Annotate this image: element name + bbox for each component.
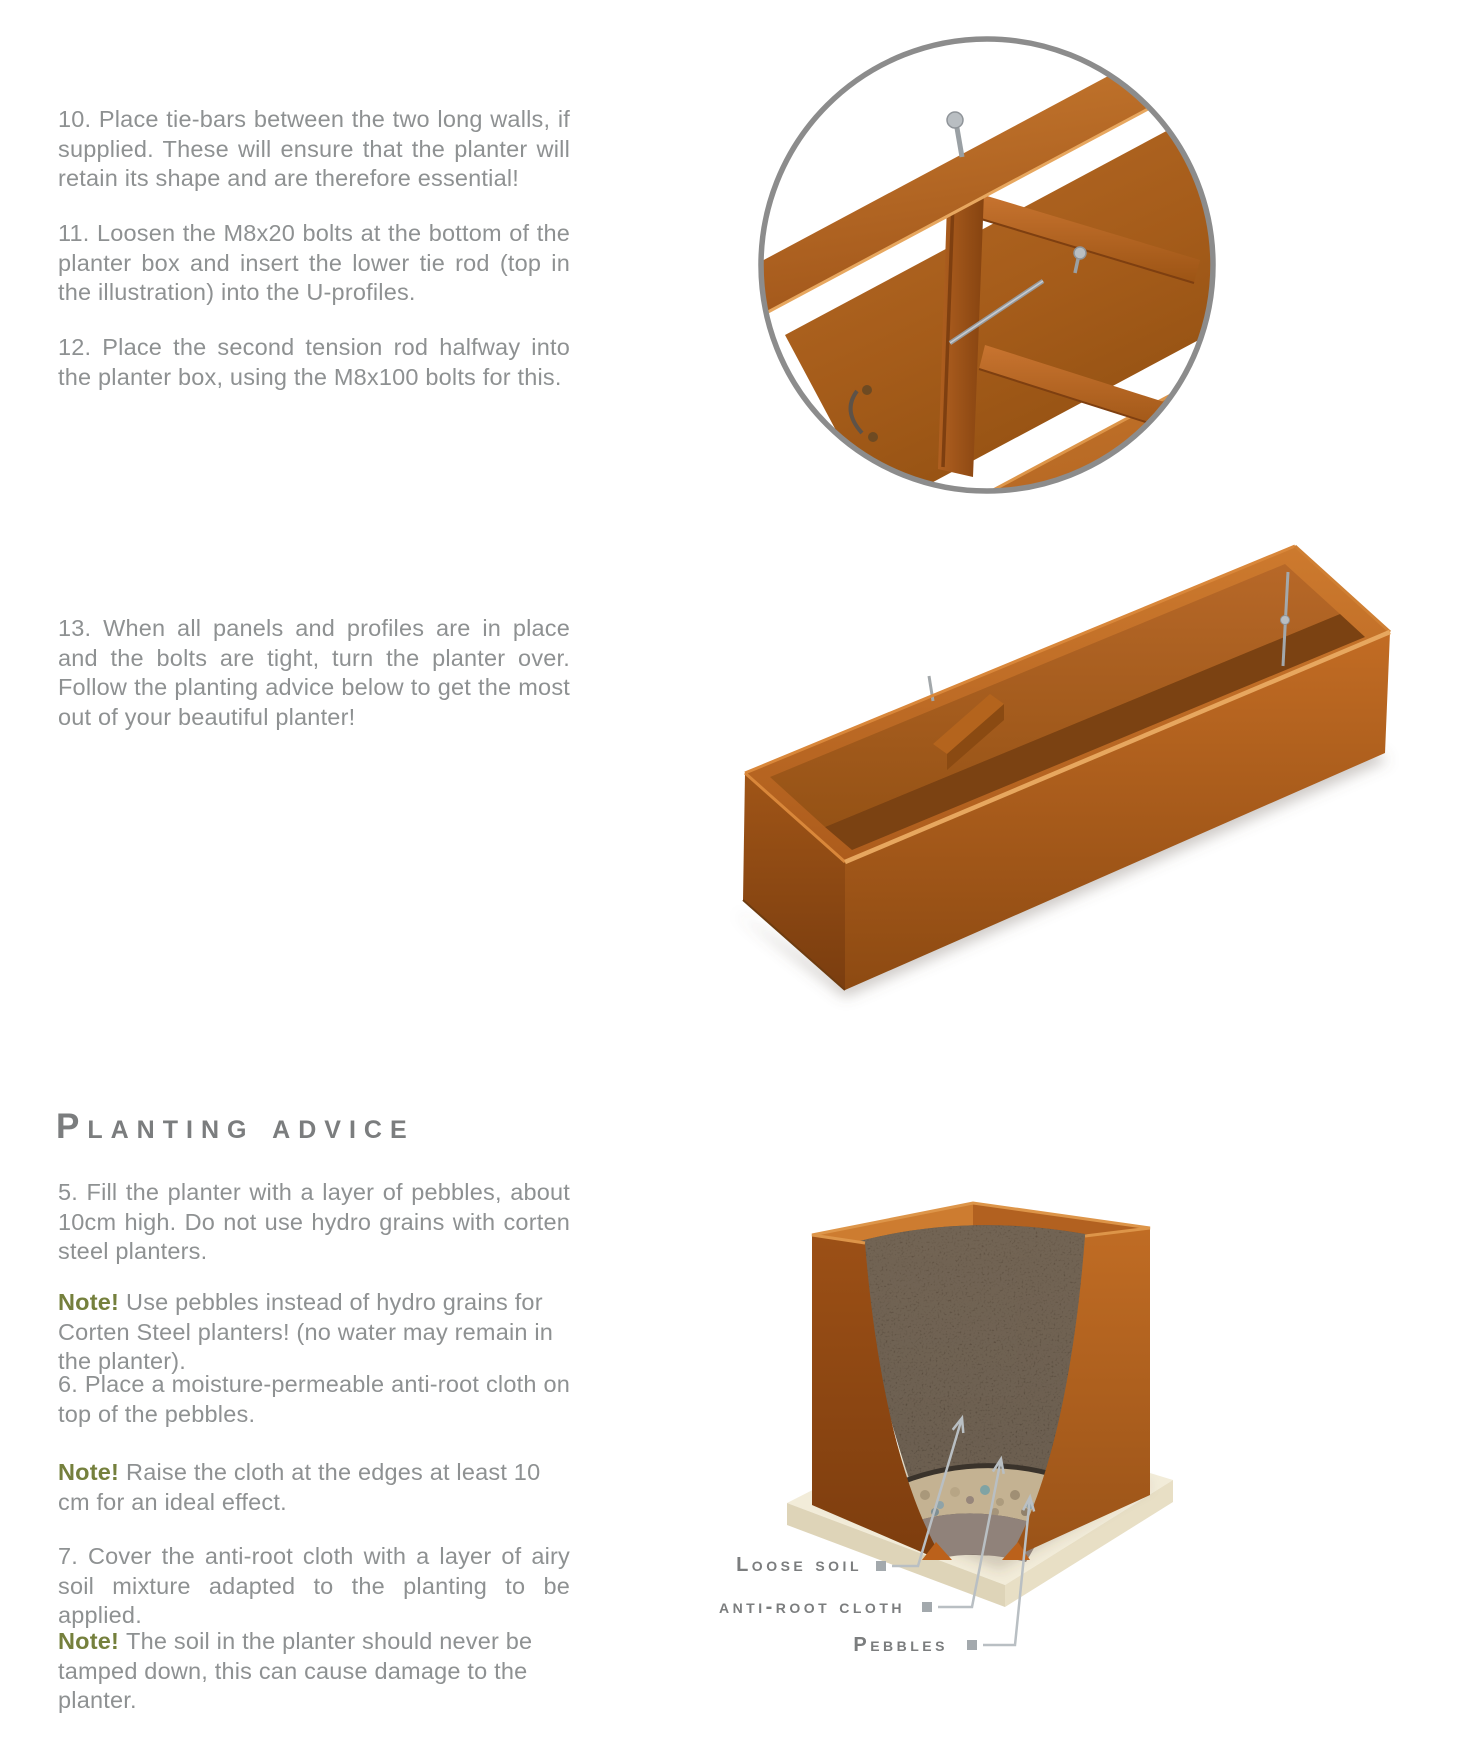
note-label: Note! [58, 1628, 120, 1654]
planting-advice-heading: Planting advice [56, 1107, 415, 1146]
assembly-detail-photo [745, 25, 1235, 505]
note-text: Raise the cloth at the edges at least 10 cm for an ideal effect. [58, 1459, 541, 1515]
step-12-text: 12. Place the second tension rod halfway into the planter box, using the M8x100 bolts for this. [58, 334, 570, 390]
step-6-text: 6. Place a moisture-permeable anti-root cloth on top of the pebbles. [58, 1371, 570, 1427]
note-pebbles [58, 1288, 570, 1377]
note-text: Use pebbles instead of hydro grains for Corten Steel planters! (no water may remain in the planter). [58, 1289, 554, 1374]
step-7-text: 7. Cover the anti-root cloth with a layer of airy soil mixture adapted to the planting to be applied. [58, 1543, 570, 1628]
note-cloth [58, 1458, 570, 1517]
note-label: Note! [58, 1289, 120, 1315]
note-text: The soil in the planter should never be tamped down, this can cause damage to the planter. [58, 1628, 533, 1713]
note-label: Note! [58, 1459, 120, 1485]
loose-soil-marker [876, 1561, 886, 1571]
anti-root-cloth-label: anti-root cloth [718, 1596, 905, 1618]
assembled-planter-photo [640, 480, 1400, 1040]
step-5-text: 5. Fill the planter with a layer of pebbles, about 10cm high. Do not use hydro grains with corten steel planters. [58, 1179, 570, 1264]
planter-cutaway-photo [640, 1150, 1340, 1710]
pebbles-label: Pebbles [853, 1634, 948, 1656]
step-13-text: 13. When all panels and profiles are in place and the bolts are tight, turn the planter over. Follow the planting advice below to get the most out of your beautiful planter! [58, 615, 570, 730]
pebbles-marker [967, 1640, 977, 1650]
loose-soil-label: Loose soil [736, 1554, 862, 1576]
step-11-text: 11. Loosen the M8x20 bolts at the bottom of the planter box and insert the lower tie rod (top in the illustration) into the U-profiles. [58, 220, 570, 305]
anti-root-cloth-marker [922, 1602, 932, 1612]
step-10-text: 10. Place tie-bars between the two long walls, if supplied. These will ensure that the planter will retain its shape and are therefore essential! [58, 106, 570, 191]
